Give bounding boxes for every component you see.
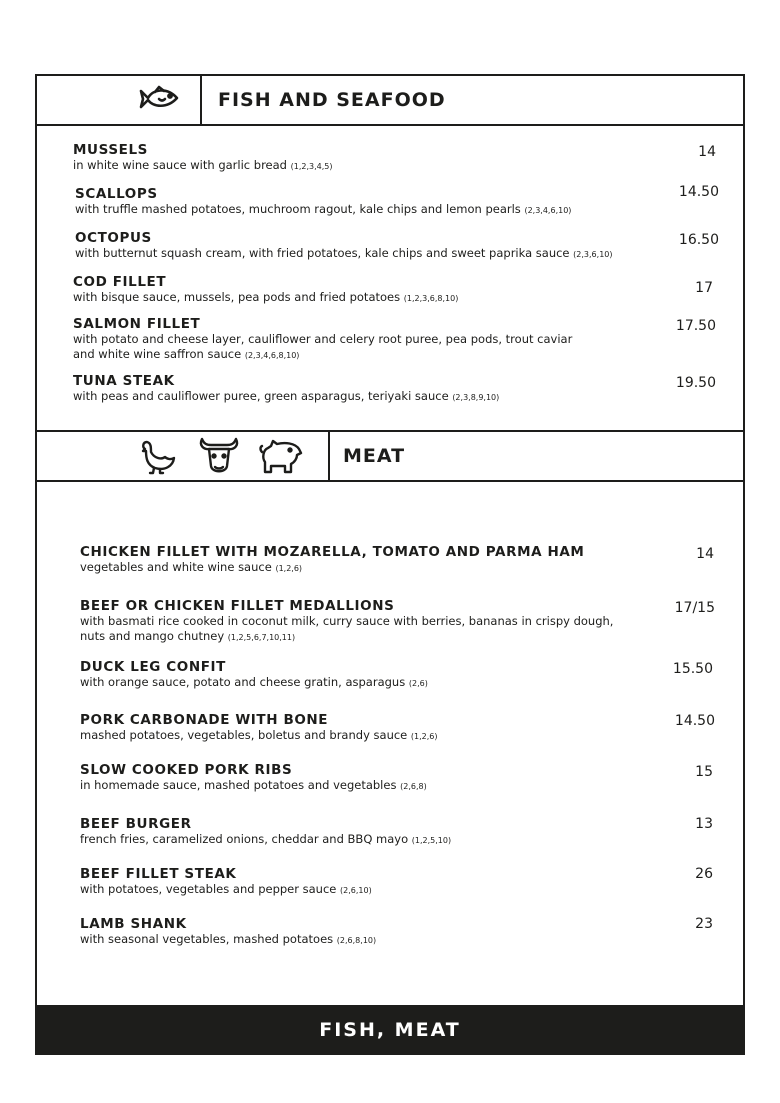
item-description: with potato and cheese layer, cauliflower and celery root puree, pea pods, trout caviar and white wine saffron sauce (2,3,4,6,8,10) — [73, 332, 573, 361]
item-description: with peas and cauliflower puree, green asparagus, teriyaki sauce (2,3,8,9,10) — [73, 389, 500, 403]
item-description: mashed potatoes, vegetables, boletus and brandy sauce (1,2,6) — [80, 728, 438, 742]
item-description: with butternut squash cream, with fried potatoes, kale chips and sweet paprika sauce (2,3,6,10) — [75, 246, 613, 260]
item-price: 14.50 — [674, 713, 715, 729]
allergens: (2,6,8,10) — [336, 936, 377, 945]
item-description: with bisque sauce, mussels, pea pods and fried potatoes (1,2,3,6,8,10) — [73, 290, 459, 304]
item-name: CHICKEN FILLET WITH MOZARELLA, TOMATO AND PARMA HAM — [80, 544, 585, 560]
item-description: in white wine sauce with garlic bread (1,2,3,4,5) — [73, 158, 333, 172]
section-title-meat: MEAT — [343, 445, 406, 467]
item-name: DUCK LEG CONFIT — [80, 659, 226, 675]
item-name: BEEF FILLET STEAK — [80, 866, 237, 882]
bull-icon — [197, 436, 241, 478]
allergens: (1,2,5,10) — [411, 836, 452, 845]
allergens: (1,2,3,4,5) — [290, 162, 333, 171]
item-name: LAMB SHANK — [80, 916, 187, 932]
item-name: BEEF BURGER — [80, 816, 192, 832]
item-price: 14 — [698, 144, 716, 160]
allergens: (1,2,6) — [410, 732, 438, 741]
item-price: 17.50 — [675, 318, 716, 334]
header-divider — [328, 432, 330, 480]
item-price: 19.50 — [675, 375, 716, 391]
item-price: 17/15 — [674, 600, 715, 616]
item-price: 14.50 — [678, 184, 719, 200]
section-title-fish: FISH AND SEAFOOD — [218, 89, 446, 111]
item-name: PORK CARBONADE WITH BONE — [80, 712, 329, 728]
item-description: in homemade sauce, mashed potatoes and vegetables (2,6,8) — [80, 778, 427, 792]
item-description: vegetables and white wine sauce (1,2,6) — [80, 560, 303, 574]
allergens: (1,2,3,6,8,10) — [403, 294, 459, 303]
item-description: with basmati rice cooked in coconut milk, curry sauce with berries, bananas in crispy dough, nuts and mango chutney (1,2,5,6,7,10,11) — [80, 614, 614, 643]
pig-icon — [259, 438, 303, 476]
menu-frame — [35, 74, 745, 1054]
description-line-1: with basmati rice cooked in coconut milk, curry sauce with berries, bananas in crispy dough, — [80, 614, 614, 628]
footer-band — [35, 1005, 745, 1055]
allergens: (2,6,10) — [340, 886, 372, 895]
meat-section-header — [37, 430, 743, 482]
item-price: 16.50 — [678, 232, 719, 248]
allergens: (2,3,4,6,10) — [524, 206, 572, 215]
item-name: OCTOPUS — [75, 230, 152, 246]
item-name: BEEF OR CHICKEN FILLET MEDALLIONS — [80, 598, 395, 614]
item-price: 23 — [695, 916, 713, 932]
fish-section-header — [37, 76, 743, 126]
fish-icon — [137, 83, 181, 117]
item-name: SLOW COOKED PORK RIBS — [80, 762, 293, 778]
item-description: with truffle mashed potatoes, muchroom ragout, kale chips and lemon pearls (2,3,4,6,10) — [75, 202, 572, 216]
item-price: 14 — [696, 546, 714, 562]
item-price: 17 — [695, 280, 713, 296]
item-price: 26 — [695, 866, 713, 882]
allergens: (2,6) — [408, 679, 428, 688]
allergens: (2,3,4,6,8,10) — [244, 351, 300, 360]
item-price: 15 — [695, 764, 713, 780]
description-line-1: with potato and cheese layer, cauliflower and celery root puree, pea pods, trout caviar — [73, 332, 573, 346]
allergens: (2,3,8,9,10) — [452, 393, 500, 402]
item-name: MUSSELS — [73, 142, 148, 158]
item-name: TUNA STEAK — [73, 373, 175, 389]
chicken-icon — [139, 438, 177, 476]
item-description: with potatoes, vegetables and pepper sauce (2,6,10) — [80, 882, 372, 896]
item-price: 13 — [695, 816, 713, 832]
item-description: french fries, caramelized onions, cheddar and BBQ mayo (1,2,5,10) — [80, 832, 452, 846]
item-price: 15.50 — [672, 661, 713, 677]
item-description: with orange sauce, potato and cheese gratin, asparagus (2,6) — [80, 675, 428, 689]
allergens: (1,2,6) — [275, 564, 303, 573]
item-name: SALMON FILLET — [73, 316, 201, 332]
allergens: (2,6,8) — [400, 782, 427, 791]
item-description: with seasonal vegetables, mashed potatoes (2,6,8,10) — [80, 932, 377, 946]
allergens: (1,2,5,6,7,10,11) — [227, 633, 296, 642]
allergens: (2,3,6,10) — [573, 250, 613, 259]
item-name: COD FILLET — [73, 274, 167, 290]
footer-title: FISH, MEAT — [319, 1019, 461, 1041]
header-divider — [200, 76, 202, 124]
item-name: SCALLOPS — [75, 186, 158, 202]
